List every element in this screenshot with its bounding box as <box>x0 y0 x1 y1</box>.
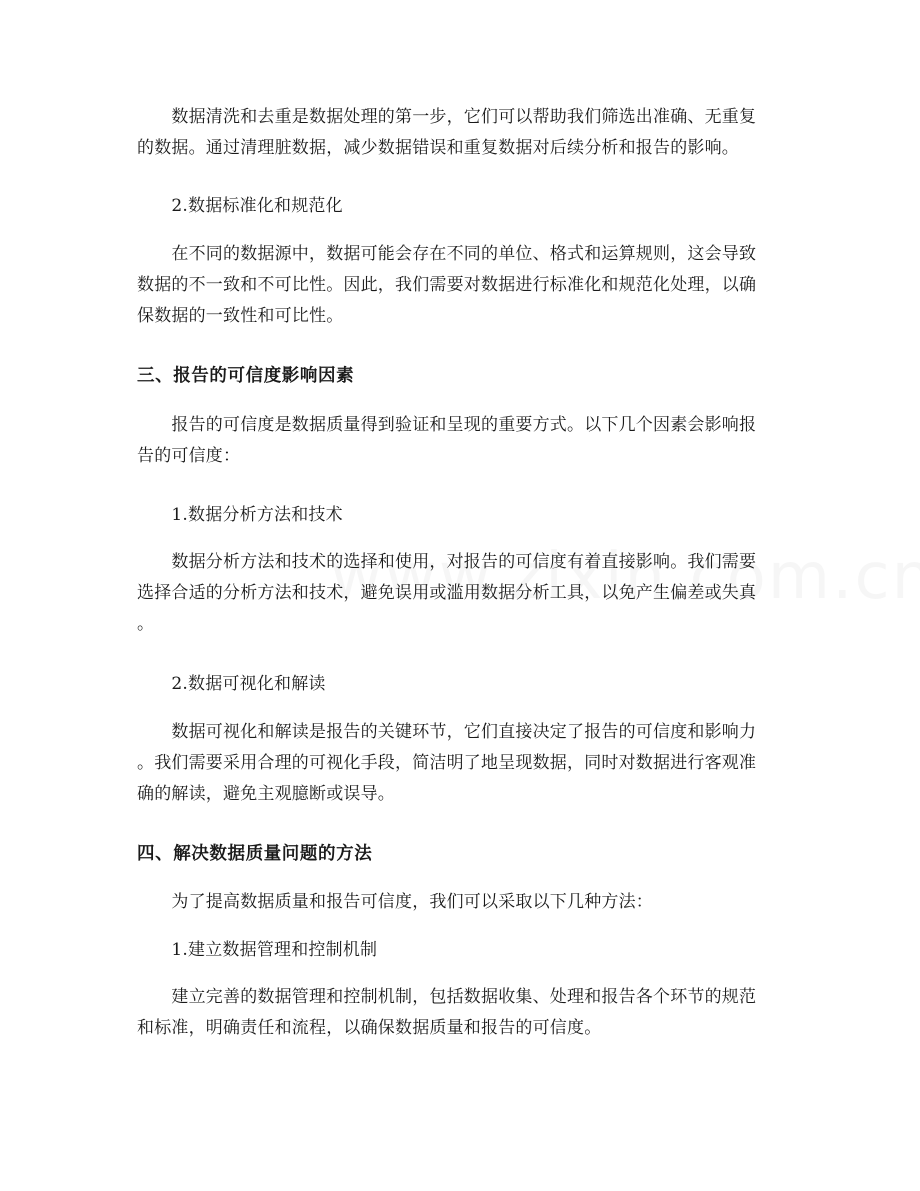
text-line: 报告的可信度是数据质量得到验证和呈现的重要方式。以下几个因素会影响报 <box>137 415 757 435</box>
paragraph-solutions-intro <box>137 887 787 918</box>
text-line: 数据清洗和去重是数据处理的第一步，它们可以帮助我们筛选出准确、无重复 <box>137 107 757 127</box>
subheading-standardization <box>137 191 787 222</box>
text-line: 在不同的数据源中，数据可能会存在不同的单位、格式和运算规则，这会导致 <box>137 244 757 264</box>
text-line: 数据可视化和解读是报告的关键环节，它们直接决定了报告的可信度和影响力 <box>137 722 757 742</box>
text-line: 1.建立数据管理和控制机制 <box>137 940 378 960</box>
text-line: 1.数据分析方法和技术 <box>137 505 343 525</box>
text-line: 保数据的一致性和可比性。 <box>137 306 344 326</box>
section-heading-report-credibility: 三、报告的可信度影响因素 <box>137 366 355 386</box>
text-line: 。 <box>137 614 155 634</box>
text-line: 2.数据可视化和解读 <box>137 674 326 694</box>
paragraph-standardization <box>137 239 787 332</box>
text-line: 数据分析方法和技术的选择和使用，对报告的可信度有着直接影响。我们需要 <box>137 552 757 572</box>
subheading-analysis-methods <box>137 500 787 531</box>
section-heading-solutions: 四、解决数据质量问题的方法 <box>137 844 373 864</box>
text-line: 为了提高数据质量和报告可信度，我们可以采取以下几种方法： <box>137 892 653 912</box>
subheading-visualization <box>137 669 787 700</box>
paragraph-data-cleaning <box>137 102 787 164</box>
subheading-management-mechanism <box>137 935 787 966</box>
paragraph-management-mechanism <box>137 982 787 1044</box>
text-line: 确的解读，避免主观臆断或误导。 <box>137 784 395 804</box>
text-line: 建立完善的数据管理和控制机制，包括数据收集、处理和报告各个环节的规范 <box>137 987 757 1007</box>
paragraph-visualization <box>137 717 787 810</box>
text-line: 。我们需要采用合理的可视化手段，简洁明了地呈现数据，同时对数据进行客观准 <box>137 753 757 773</box>
text-line: 2.数据标准化和规范化 <box>137 196 343 216</box>
text-line: 告的可信度： <box>137 446 241 466</box>
text-line: 选择合适的分析方法和技术，避免误用或滥用数据分析工具，以免产生偏差或失真 <box>137 583 757 603</box>
paragraph-credibility-intro <box>137 410 787 472</box>
text-line: 数据的不一致和不可比性。因此，我们需要对数据进行标准化和规范化处理，以确 <box>137 275 757 295</box>
text-line: 的数据。通过清理脏数据，减少数据错误和重复数据对后续分析和报告的影响。 <box>137 138 739 158</box>
paragraph-analysis-methods <box>137 547 787 640</box>
text-line: 和标准，明确责任和流程，以确保数据质量和报告的可信度。 <box>137 1018 602 1038</box>
